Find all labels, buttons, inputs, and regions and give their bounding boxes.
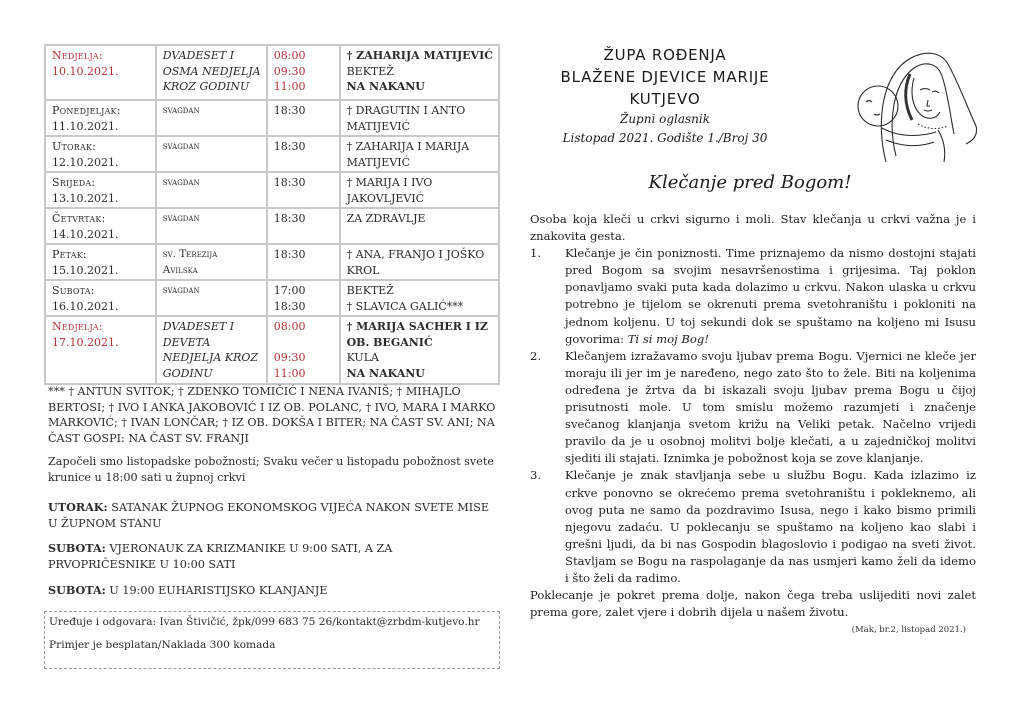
time-cell <box>267 244 340 280</box>
article-source: (Mak, br.2, listopad 2021.) <box>851 625 966 635</box>
intention: NA NAKANU <box>346 366 425 380</box>
mass-time: 18:30 <box>273 140 306 153</box>
day-cell <box>45 244 156 280</box>
table-row <box>45 172 499 208</box>
time-cell <box>267 316 340 384</box>
day-cell <box>45 316 156 384</box>
date: 12.10.2021. <box>52 155 119 169</box>
intention: JAKOVLJEVIĆ <box>346 191 425 205</box>
mass-time: 18:30 <box>273 248 306 261</box>
intention: † MARIJA SACHER I IZ <box>346 320 488 333</box>
intention: MATIJEVIĆ <box>346 119 411 133</box>
feast-line: DEVETA <box>162 335 211 349</box>
mass-time: 09:30 <box>273 351 306 364</box>
table-row <box>45 244 499 280</box>
mass-time: 08:00 <box>273 320 306 333</box>
item-number: 3. <box>530 468 542 483</box>
announcement <box>48 583 500 599</box>
article-intro: Osoba koja kleči u crkvi sigurno i moli. Stav klečanja u crkvi važna je i znakovita gesta. <box>530 212 976 244</box>
announcement <box>48 541 500 572</box>
intention: † ZAHARIJA MATIJEVIĆ <box>346 49 493 62</box>
item-text: Klečanjem izražavamo svoju ljubav prema Bogu. Vjernici ne kleče jer moraju ili jer im je naređeno, nego zato što to žele. Biti na koljenima određena je žrtva da bi iskazali svoju ljubav prema Bogu u čijoj prisutnosti mole. U tom smislu možemo razumjeti i značenje svečanog klanjanja svetom križu na Veliki petak. Načelno vrijedi pravilo da je u osobnoj molitvi bolje klečati, a u zajedničkoj molitvi sjediti ili stajati. Iznimka je pobožnost koja se zove klanjanje. <box>565 348 976 466</box>
intention-cell <box>340 280 499 316</box>
feast-line: NEDJELJA KROZ <box>162 351 259 364</box>
date: 15.10.2021. <box>52 263 119 277</box>
madonna-and-child-icon <box>826 44 986 166</box>
day-name: Ponedjeljak: <box>52 104 121 117</box>
intention: ZA ZDRAVLJE <box>346 212 426 225</box>
item-text: Klečanje je znak stavljanja sebe u službu Bogu. Kada izlazimo iz crkve ponovno se okrećemo prema svetohraništu i pokleknemo, ali ovog puta ne samo da pozdravimo Isusa, nego i kako bismo primili njegovu zadaću. U poklecanju se spuštamo na koljeno kao slabi i grešni ljudi, da bi nas Gospodin blagoslovio i podigao na sveti život. Stavljam se Bogu na raspolaganje da nas usmjeri kamo želi da idemo i što želi da radimo. <box>565 468 976 585</box>
list-item <box>530 467 976 587</box>
intention-cell <box>340 316 499 384</box>
date: 10.10.2021. <box>52 64 119 78</box>
mass-time: 08:00 <box>273 49 306 62</box>
feast-line: svagdan <box>162 140 200 152</box>
intention-cell <box>340 172 499 208</box>
day-name: Nedjelja: <box>52 49 103 62</box>
feast-cell <box>156 45 267 100</box>
mass-time: 09:30 <box>273 64 306 78</box>
item-text: Klečanje je čin poniznosti. Time priznajemo da nismo dostojni stajati pred Bogom sa svojim nesavršenostima i grijesima. Taj poklon ponavljamo svaki puta kada dolazimo u crkvu. Nakon ulaska u crkvu potrebno je tijelom se okrenuti prema svetohraništu i pokloniti na jednom koljenu. U toj sekundi dok se spuštamo na koljeno mi Isusu govorima: <box>565 246 976 346</box>
intention: MATIJEVIĆ <box>346 155 411 169</box>
mass-time: 17:00 <box>273 284 306 297</box>
time-cell <box>267 280 340 316</box>
issue-info: Listopad 2021. Godište 1./Broj 30 <box>562 131 768 145</box>
intention: KULA <box>346 351 379 364</box>
intention-cell <box>340 136 499 172</box>
parish-name-line1: ŽUPA ROĐENJA <box>603 46 727 64</box>
article-title: Klečanje pred Bogom! <box>648 172 852 193</box>
mass-time: 18:30 <box>273 104 306 117</box>
table-row <box>45 280 499 316</box>
mass-time: 11:00 <box>273 366 306 380</box>
date: 13.10.2021. <box>52 191 119 205</box>
intention: OB. BEGANIĆ <box>346 335 433 349</box>
day-name: Subota: <box>52 284 95 297</box>
day-cell <box>45 100 156 136</box>
feast-cell <box>156 172 267 208</box>
feast-cell <box>156 316 267 384</box>
parish-header <box>540 44 790 148</box>
table-row <box>45 45 499 100</box>
mass-time: 18:30 <box>273 176 306 189</box>
feast-line: svagdan <box>162 284 200 296</box>
date: 17.10.2021. <box>52 335 119 349</box>
item-number: 1. <box>530 246 542 261</box>
announcement-text: VJERONAUK ZA KRIZMANIKE U 9:00 SATI, A ZA PRVOPRIČESNIKE U 10:00 SATI <box>48 542 393 571</box>
day-cell <box>45 280 156 316</box>
intention: † DRAGUTIN I ANTO <box>346 104 466 117</box>
day-name: Srijeda: <box>52 176 96 189</box>
imprint-box <box>44 611 500 669</box>
date: 11.10.2021. <box>52 119 119 133</box>
feast-cell <box>156 136 267 172</box>
announcement-text: U 19:00 EUHARISTIJSKO KLANJANJE <box>105 584 328 597</box>
intentions-footnote: *** † ANTUN SVITOK; † ZDENKO TOMIČIĆ I NENA IVANIŠ; † MIHAJLO BERTOSI; † IVO I ANKA JAKOBOVIĆ I IZ OB. POLANC, † IVO, MARA I MARKO MARKOVIĆ; † IVAN LONČAR; † IZ OB. DOKŠA I BITER; NA ČAST SV. ANI; NA ČAST GOSPI: NA ČAST SV. FRANJI <box>48 385 496 445</box>
announcement-label: SUBOTA: <box>48 541 106 555</box>
feast-line: OSMA NEDJELJA <box>162 64 261 78</box>
table-row <box>45 136 499 172</box>
feast-line: svagdan <box>162 176 200 188</box>
parish-name-line2: BLAŽENE DJEVICE MARIJE <box>560 68 770 86</box>
table-row <box>45 208 499 244</box>
intention: † MARIJA I IVO <box>346 176 433 189</box>
feast-line: GODINU <box>162 366 213 380</box>
day-cell <box>45 136 156 172</box>
feast-cell <box>156 100 267 136</box>
announcement-label: UTORAK: <box>48 500 108 514</box>
feast-line: DVADESET I <box>162 49 235 62</box>
day-name: Nedjelja: <box>52 320 103 333</box>
table-row <box>45 100 499 136</box>
intention: † ANA, FRANJO I JOŠKO <box>346 248 485 261</box>
editor-info: Uređuje i odgovara: Ivan Štivičić, žpk/099 683 75 26/kontakt@zrbdm-kutjevo.hr <box>49 616 480 628</box>
mass-schedule-table <box>44 44 500 385</box>
feast-cell <box>156 280 267 316</box>
announcement-text: SATANAK ŽUPNOG EKONOMSKOG VIJEĆA NAKON SVETE MISE U ŽUPNOM STANU <box>48 501 490 530</box>
print-info: Primjer je besplatan/Naklada 300 komada <box>49 639 276 651</box>
announcement-label: SUBOTA: <box>48 583 106 597</box>
intention-cell <box>340 208 499 244</box>
feast-cell <box>156 208 267 244</box>
list-item <box>530 245 976 348</box>
feast-cell <box>156 244 267 280</box>
parish-name-line3: KUTJEVO <box>629 90 701 108</box>
intention: NA NAKANU <box>346 80 425 93</box>
time-cell <box>267 136 340 172</box>
day-name: Utorak: <box>52 140 97 153</box>
day-cell <box>45 208 156 244</box>
intention-cell <box>340 45 499 100</box>
feast-line: KROZ GODINU <box>162 80 250 93</box>
article-outro: Poklecanje je pokret prema dolje, nakon čega treba uslijediti novi zalet prema gore, zalet vjere i dobrih dijela u našem životu. <box>530 588 976 620</box>
mass-time: 18:30 <box>273 212 306 225</box>
date: 16.10.2021. <box>52 299 119 313</box>
intention: † ZAHARIJA I MARIJA <box>346 140 470 153</box>
day-cell <box>45 172 156 208</box>
feast-line: svagdan <box>162 212 200 224</box>
feast-line: DVADESET I <box>162 320 235 333</box>
feast-line: svagdan <box>162 104 200 116</box>
intention: KROL <box>346 263 380 277</box>
intention: † SLAVICA GALIĆ*** <box>346 299 464 313</box>
item-number: 2. <box>530 348 542 363</box>
date: 14.10.2021. <box>52 227 119 241</box>
intention-cell <box>340 100 499 136</box>
mass-time: 11:00 <box>273 80 306 93</box>
day-name: Petak: <box>52 248 87 261</box>
intention: BEKTEŽ <box>346 64 394 78</box>
feast-line: sv. Terezija <box>162 248 218 260</box>
table-row <box>45 316 499 384</box>
intention: BEKTEŽ <box>346 284 394 297</box>
mass-time: 18:30 <box>273 299 306 313</box>
day-name: Četvrtak: <box>52 212 106 225</box>
time-cell <box>267 100 340 136</box>
intention-cell <box>340 244 499 280</box>
spacer <box>274 335 334 351</box>
day-cell <box>45 45 156 100</box>
time-cell <box>267 208 340 244</box>
item-emphasis: Ti si moj Bog! <box>627 331 709 346</box>
time-cell <box>267 172 340 208</box>
list-item <box>530 348 976 468</box>
devotion-note: Započeli smo listopadske pobožnosti; Svaku večer u listopadu pobožnost svete krunice u 18:00 sati u župnoj crkvi <box>48 455 494 484</box>
announcement <box>48 500 500 531</box>
article-body <box>530 211 976 621</box>
time-cell <box>267 45 340 100</box>
bulletin-subtitle: Župni oglasnik <box>619 112 711 126</box>
feast-line: Avilska <box>162 263 198 276</box>
